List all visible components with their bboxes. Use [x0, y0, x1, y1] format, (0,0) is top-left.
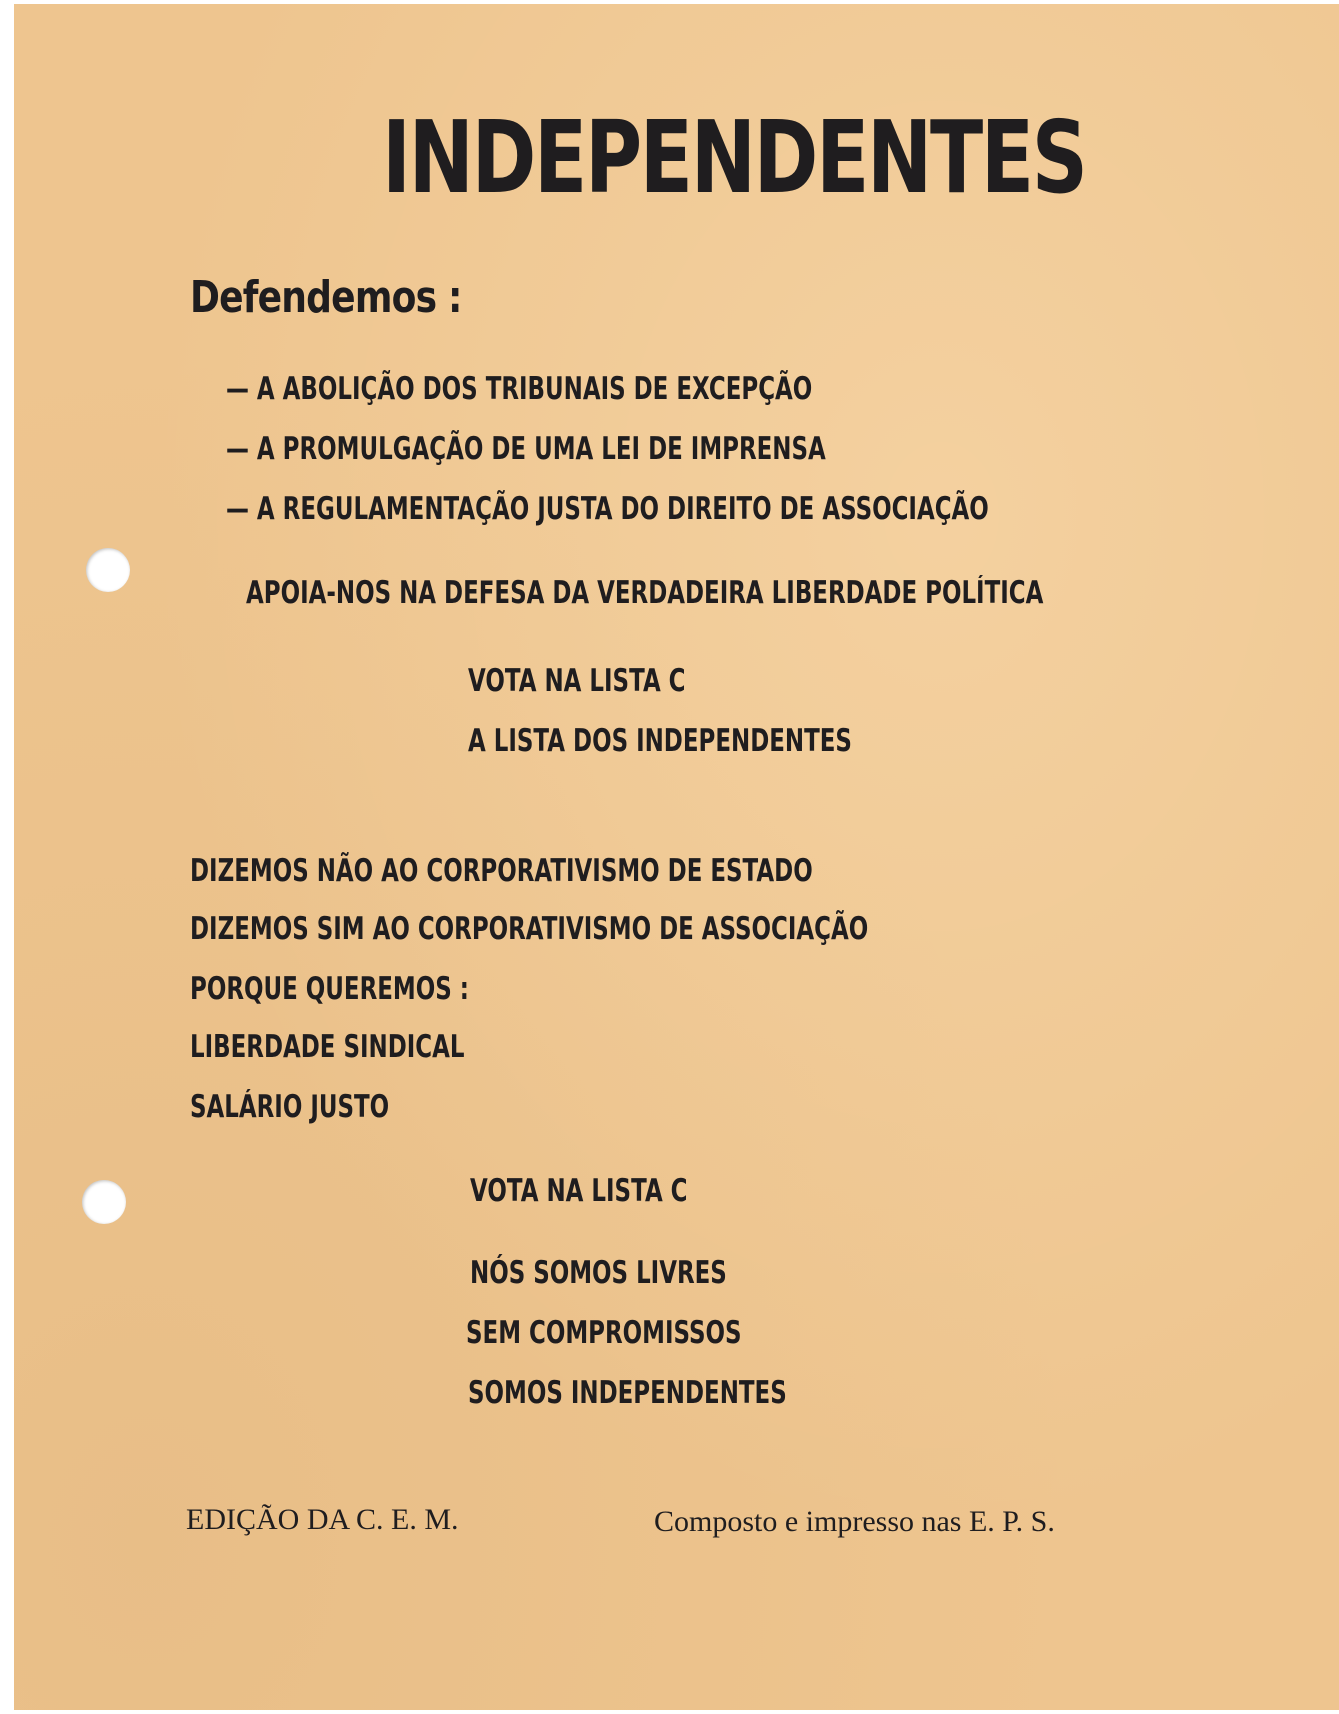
statement-2: DIZEMOS SIM AO CORPORATIVISMO DE ASSOCIAÇÃO [190, 911, 869, 947]
closing-line-1: NÓS SOMOS LIVRES [470, 1255, 727, 1291]
statement-1: DIZEMOS NÃO AO CORPORATIVISMO DE ESTADO [190, 853, 813, 889]
statement-3: PORQUE QUEREMOS : [190, 971, 469, 1007]
statement-5: SALÁRIO JUSTO [190, 1089, 390, 1125]
punch-hole-top [86, 548, 130, 592]
defend-item-3: — A REGULAMENTAÇÃO JUSTA DO DIREITO DE ASSOCIAÇÃO [226, 491, 989, 527]
punch-hole-bottom [82, 1180, 126, 1224]
printer-credit: Composto e impresso nas E. P. S. [654, 1505, 1055, 1538]
vote-line-3: VOTA NA LISTA C [470, 1173, 688, 1209]
vote-line-1: VOTA NA LISTA C [468, 663, 686, 699]
closing-line-2: SEM COMPROMISSOS [466, 1315, 742, 1351]
closing-line-3: SOMOS INDEPENDENTES [468, 1375, 787, 1411]
vote-line-2: A LISTA DOS INDEPENDENTES [468, 723, 852, 759]
defend-item-2: — A PROMULGAÇÃO DE UMA LEI DE IMPRENSA [226, 431, 826, 467]
statement-4: LIBERDADE SINDICAL [190, 1029, 465, 1065]
defend-heading: Defendemos : [190, 272, 462, 323]
support-line: APOIA-NOS NA DEFESA DA VERDADEIRA LIBERDADE POLÍTICA [246, 575, 1044, 611]
leaflet-title: INDEPENDENTES [382, 99, 1086, 216]
edition-credit: EDIÇÃO DA C. E. M. [186, 1503, 459, 1536]
defend-item-1: — A ABOLIÇÃO DOS TRIBUNAIS DE EXCEPÇÃO [226, 371, 813, 407]
